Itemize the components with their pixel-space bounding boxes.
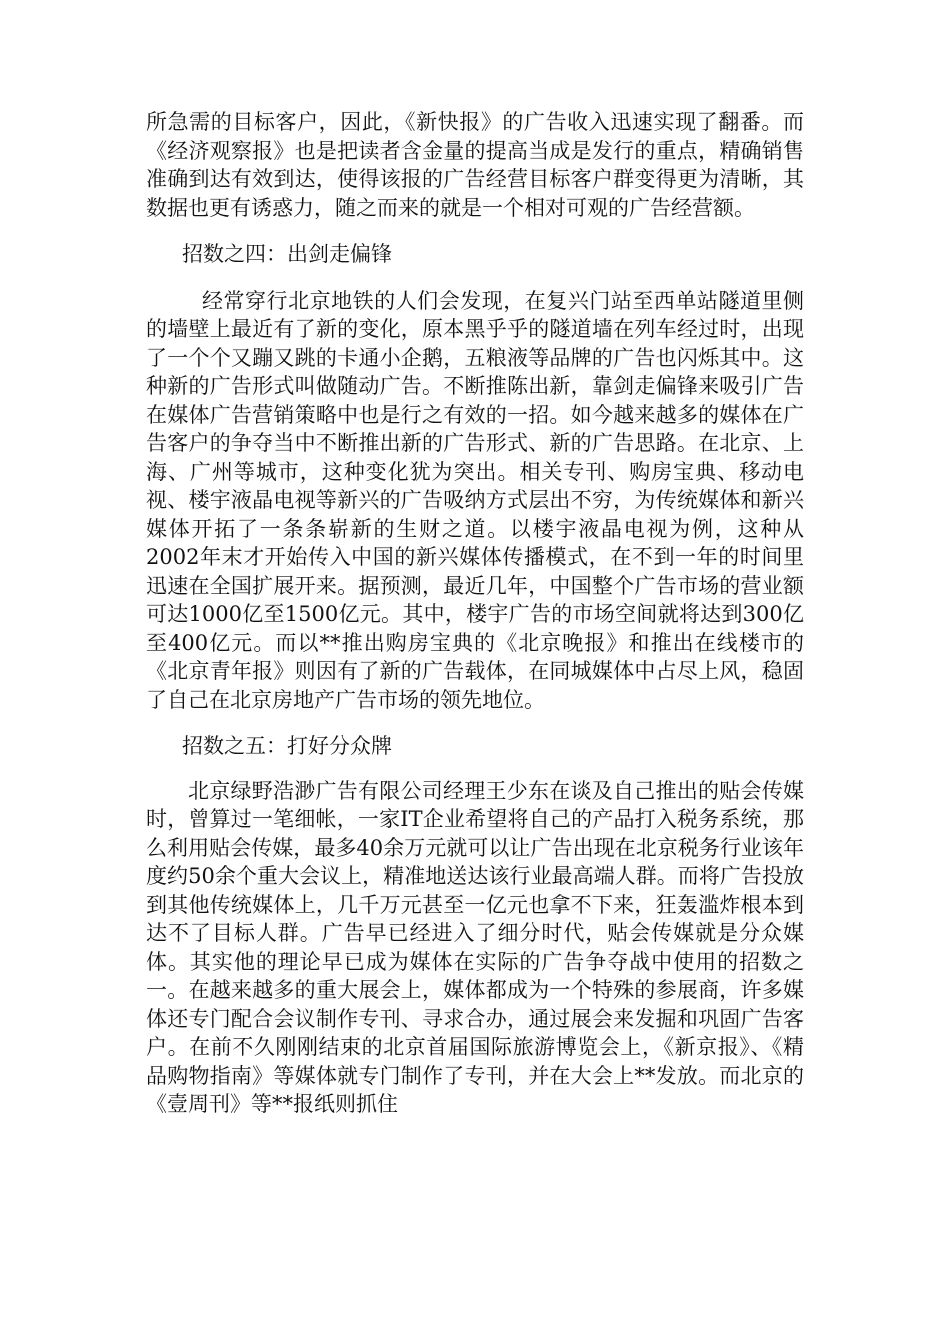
paragraph-target-clients: 所急需的目标客户，因此，《新快报》的广告收入迅速实现了翻番。而《经济观察报》也是把读者含金量的提高当成是发行的重点，精确销售准确到达有效到达，使得该报的广告经营目标客户群变得更为清晰，其数据也更有诱惑力，随之而来的就是一个相对可观的广告经营额。 [146,110,804,220]
document-page [146,108,804,1119]
heading-tactic-five: 招数之五：打好分众牌 [182,734,392,758]
heading-tactic-four: 招数之四：出剑走偏锋 [182,242,392,266]
paragraph-subway-ads: 经常穿行北京地铁的人们会发现，在复兴门站至西单站隧道里侧的墙壁上最近有了新的变化，原本黑乎乎的隧道墙在列车经过时，出现了一个个又蹦又跳的卡通小企鹅，五粮液等品牌的广告也闪烁其中。这种新的广告形式叫做随动广告。不断推陈出新，靠剑走偏锋来吸引广告在媒体广告营销策略中也是行之有效的一招。如今越来越多的媒体在广告客户的争夺当中不断推出新的广告形式、新的广告思路。在北京、上海、广州等城市，这种变化犹为突出。相关专刊、购房宝典、移动电视、楼宇液晶电视等新兴的广告吸纳方式层出不穷，为传统媒体和新兴媒体开拓了一条条崭新的生财之道。以楼宇液晶电视为例，这种从2002年末才开始传入中国的新兴媒体传播模式，在不到一年的时间里迅速在全国扩展开来。据预测，最近几年，中国整个广告市场的营业额可达1000亿至1500亿元。其中，楼宇广告的市场空间就将达到300亿至400亿元。而以**推出购房宝典的《北京晚报》和推出在线楼市的《北京青年报》则因有了新的广告载体，在同城媒体中占尽上风，稳固了自己在北京房地产广告市场的领先地位。 [146,288,804,712]
paragraph-segmented-media: 北京绿野浩渺广告有限公司经理王少东在谈及自己推出的贴会传媒时，曾算过一笔细帐，一家IT企业希望将自己的产品打入税务系统，那么利用贴会传媒，最多40余万元就可以让广告出现在北京税务行业该年度约50余个重大会议上，精准地送达该行业最高端人群。而将广告投放到其他传统媒体上，几千万元甚至一亿元也拿不下来，狂轰滥炸根本到达不了目标人群。广告早已经进入了细分时代，贴会传媒就是分众媒体。其实他的理论早已成为媒体在实际的广告争夺战中使用的招数之一。在越来越多的重大展会上，媒体都成为一个特殊的参展商，许多媒体还专门配合会议制作专刊、寻求合办，通过展会来发掘和巩固广告客户。在前不久刚刚结束的北京首届国际旅游博览会上，《新京报》、《精品购物指南》等媒体就专门制作了专刊，并在大会上**发放。而北京的《壹周刊》等**报纸则抓住 [146,778,804,1116]
